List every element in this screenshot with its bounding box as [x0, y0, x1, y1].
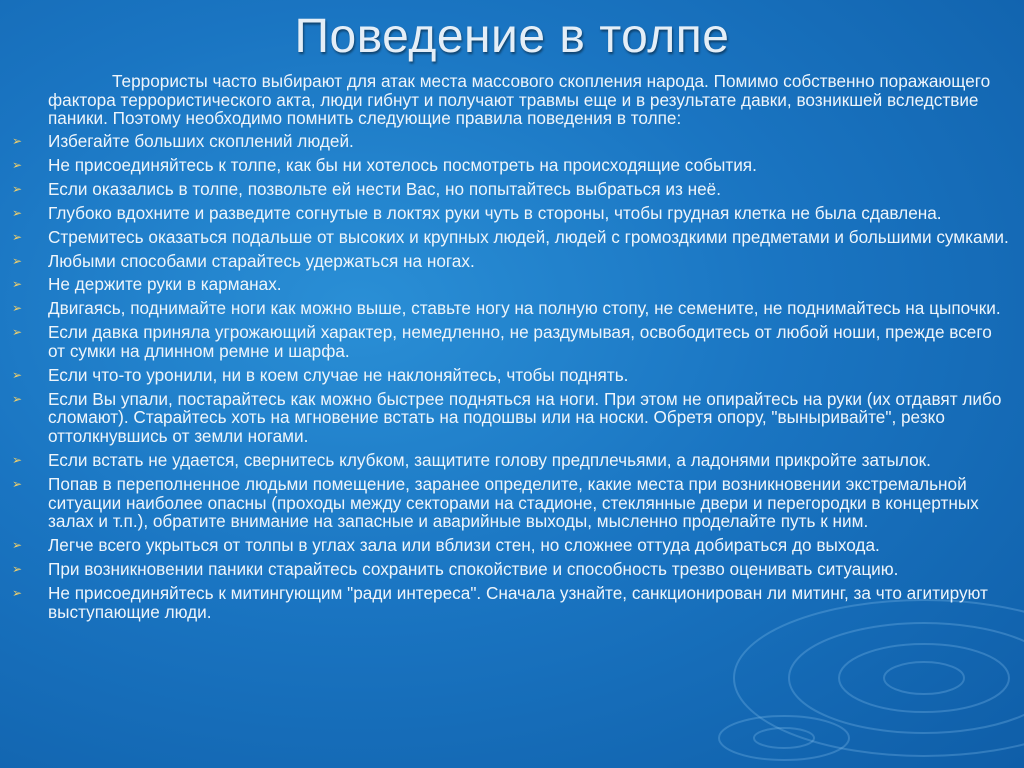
arrow-bullet-icon: ➢ [12, 134, 23, 149]
slide-body [12, 72, 1010, 627]
list-item: ➢ Если Вы упали, постарайтесь как можно быстрее подняться на ноги. При этом не опирайтесь на руки (их отдавят либо сломают). Старайтесь хоть на мгновение встать на подошвы или на носки. Обретя опору, "выныривайте", резко оттолкнувшись от земли ногами. [12, 388, 1002, 447]
slide-title: Поведение в толпе [294, 10, 730, 63]
rules-list [12, 132, 1010, 621]
arrow-bullet-icon: ➢ [12, 453, 23, 468]
arrow-bullet-icon: ➢ [12, 158, 23, 172]
intro-paragraph: Террористы часто выбирают для атак места массового скопления народа. Помимо собственно поражающего фактора террористического акта, люди гибнут и получают травмы еще и в результате давки, возникшей вследствие паники. Поэтому необходимо помнить следующие правила поведения в толпе: [48, 71, 991, 129]
list-item: ➢ Если встать не удается, свернитесь клубком, защитите голову предплечьями, а ладонями прикройте затылок. [12, 450, 931, 471]
arrow-bullet-icon: ➢ [12, 301, 23, 316]
arrow-bullet-icon: ➢ [12, 538, 23, 553]
list-item: ➢ Не присоединяйтесь к митингующим "ради интереса". Сначала узнайте, санкционирован ли митинг, за что агитируют выступающие люди. [12, 582, 988, 622]
list-item: ➢ Любыми способами старайтесь удержаться на ногах. [12, 250, 475, 271]
arrow-bullet-icon: ➢ [12, 277, 23, 292]
arrow-bullet-icon: ➢ [12, 391, 23, 406]
arrow-bullet-icon: ➢ [12, 367, 23, 382]
arrow-bullet-icon: ➢ [12, 585, 23, 600]
list-item: ➢ Попав в переполненное людьми помещение, заранее определите, какие места при возникновении экстремальной ситуации наиболее опасны (проходы между секторами на стадионе, стеклянные двери и перегородки в концертных залах и т.п.), обратите внимание на запасные и аварийные выходы, мысленно проделайте путь к ним. [12, 473, 979, 532]
list-item: ➢ Легче всего укрыться от толпы в углах зала или вблизи стен, но сложнее оттуда добираться до выхода. [12, 535, 880, 556]
arrow-bullet-icon: ➢ [12, 229, 23, 244]
arrow-bullet-icon: ➢ [12, 476, 23, 491]
arrow-bullet-icon: ➢ [12, 205, 23, 220]
list-item: ➢ При возникновении паники старайтесь сохранить спокойствие и способность трезво оценивать ситуацию. [12, 559, 899, 580]
list-item: ➢ Если что-то уронили, ни в коем случае не наклоняйтесь, чтобы поднять. [12, 364, 629, 385]
arrow-bullet-icon: ➢ [12, 325, 23, 340]
arrow-bullet-icon: ➢ [12, 253, 23, 268]
list-item: ➢ Стремитесь оказаться подальше от высоких и крупных людей, людей с громоздкими предметами и большими сумками. [12, 226, 1009, 247]
list-item: ➢ Не присоединяйтесь к толпе, как бы ни хотелось посмотреть на происходящие события. [12, 155, 757, 175]
arrow-bullet-icon: ➢ [12, 181, 23, 196]
list-item: ➢ Глубоко вдохните и разведите согнутые в локтях руки чуть в стороны, чтобы грудная клетка не была сдавлена. [12, 202, 942, 223]
list-item: ➢ Если оказались в толпе, позвольте ей нести Вас, но попытайтесь выбраться из неё. [12, 178, 721, 199]
list-item: ➢ Не держите руки в карманах. [12, 274, 282, 295]
list-item: ➢ Если давка приняла угрожающий характер, немедленно, не раздумывая, освободитесь от любой ноши, прежде всего от сумки на длинном ремне и шарфа. [12, 322, 992, 361]
list-item: ➢ Избегайте больших скоплений людей. [12, 131, 354, 152]
list-item: ➢ Двигаясь, поднимайте ноги как можно выше, ставьте ногу на полную стопу, не семените, не поднимайтесь на цыпочки. [12, 298, 1001, 319]
arrow-bullet-icon: ➢ [12, 562, 23, 577]
